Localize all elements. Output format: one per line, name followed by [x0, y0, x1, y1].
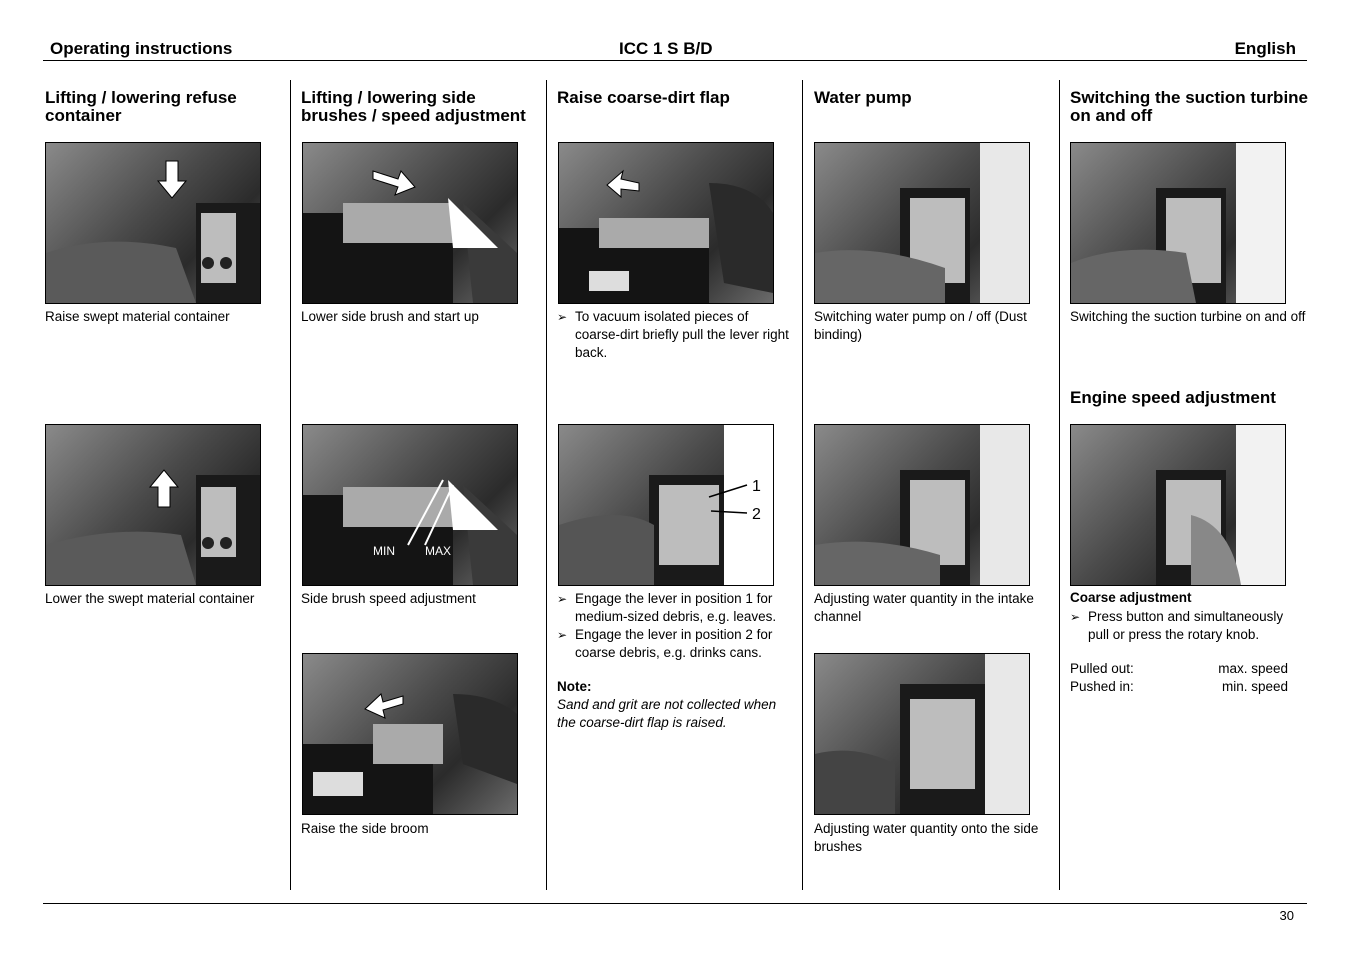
col5-title: Switching the suction turbine on and off	[1070, 88, 1308, 125]
photo-lower-side-brush	[302, 142, 518, 304]
col3-bullet-list-2	[557, 590, 797, 662]
speed-row-pulled	[1070, 661, 1288, 676]
col1-title: Lifting / lowering refuse container	[45, 88, 237, 125]
photo-water-intake	[814, 424, 1030, 586]
col2-caption2: Side brush speed adjustment	[301, 591, 476, 606]
col3-bullet3: Engage the lever in position 2 for coarse debris, e.g. drinks cans.	[575, 627, 773, 660]
col4-caption3: Adjusting water quantity onto the side brushes	[814, 821, 1039, 854]
col5-bullet1: Press button and simultaneously pull or press the rotary knob.	[1088, 609, 1284, 642]
column-divider	[290, 80, 291, 890]
pushed-value: min. speed	[1221, 679, 1288, 694]
arrowhead-bullet-icon: ➢	[557, 310, 568, 324]
lever-label-2: 2	[752, 506, 761, 523]
lever-label-1: 1	[752, 478, 761, 495]
photo-raise-side-broom	[302, 653, 518, 815]
col4-title: Water pump	[814, 88, 912, 107]
column-divider	[802, 80, 803, 890]
col3-title: Raise coarse-dirt flap	[557, 88, 730, 107]
photo-raise-container	[45, 142, 261, 304]
col5-subheading: Coarse adjustment	[1070, 590, 1192, 605]
speed-row-pushed	[1070, 679, 1288, 694]
col2-caption3: Raise the side broom	[301, 821, 429, 836]
photo-suction-turbine	[1070, 142, 1286, 304]
col3-bullet1: To vacuum isolated pieces of coarse-dirt briefly pull the lever right back.	[575, 309, 789, 360]
pulled-value: max. speed	[1218, 661, 1288, 676]
header-rule	[43, 60, 1307, 61]
list-item	[557, 590, 797, 626]
header-right: English	[1234, 39, 1296, 58]
photo-lever-positions	[558, 424, 774, 586]
photo-side-brush-speed	[302, 424, 518, 586]
note-heading: Note:	[557, 679, 592, 694]
footer-rule	[43, 903, 1307, 904]
photo-water-side-brushes	[814, 653, 1030, 815]
label-min: MIN	[373, 544, 395, 558]
col2-title: Lifting / lowering side brushes / speed adjustment	[301, 88, 526, 125]
col3-bullet2: Engage the lever in position 1 for medium-sized debris, e.g. leaves.	[575, 591, 777, 624]
col5-title2: Engine speed adjustment	[1070, 388, 1276, 407]
list-item	[557, 308, 792, 362]
pulled-label: Pulled out:	[1070, 661, 1134, 676]
page-number: 30	[1279, 908, 1294, 923]
arrowhead-bullet-icon: ➢	[1070, 610, 1081, 624]
photo-engine-speed	[1070, 424, 1286, 586]
label-max: MAX	[425, 544, 452, 558]
arrowhead-bullet-icon: ➢	[557, 628, 568, 642]
col5-caption1: Switching the suction turbine on and off	[1070, 309, 1306, 324]
pushed-label: Pushed in:	[1070, 679, 1134, 694]
list-item	[1070, 608, 1306, 644]
col4-caption1: Switching water pump on / off (Dust binding)	[814, 309, 1027, 342]
arrowhead-bullet-icon: ➢	[557, 592, 568, 606]
column-divider	[546, 80, 547, 890]
col5-bullet-list	[1070, 608, 1306, 644]
col1-caption1: Raise swept material container	[45, 309, 230, 324]
col2-caption1: Lower side brush and start up	[301, 309, 479, 324]
column-divider	[1059, 80, 1060, 890]
header-left: Operating instructions	[50, 39, 233, 58]
col3-bullet-list-1	[557, 308, 792, 362]
photo-water-pump	[814, 142, 1030, 304]
col1-caption2: Lower the swept material container	[45, 591, 255, 606]
header-center: ICC 1 S B/D	[619, 39, 713, 58]
list-item	[557, 626, 797, 662]
photo-coarse-dirt-flap	[558, 142, 774, 304]
photo-lower-container	[45, 424, 261, 586]
note-text: Sand and grit are not collected when the coarse-dirt flap is raised.	[557, 697, 777, 730]
col4-caption2: Adjusting water quantity in the intake channel	[814, 591, 1034, 624]
